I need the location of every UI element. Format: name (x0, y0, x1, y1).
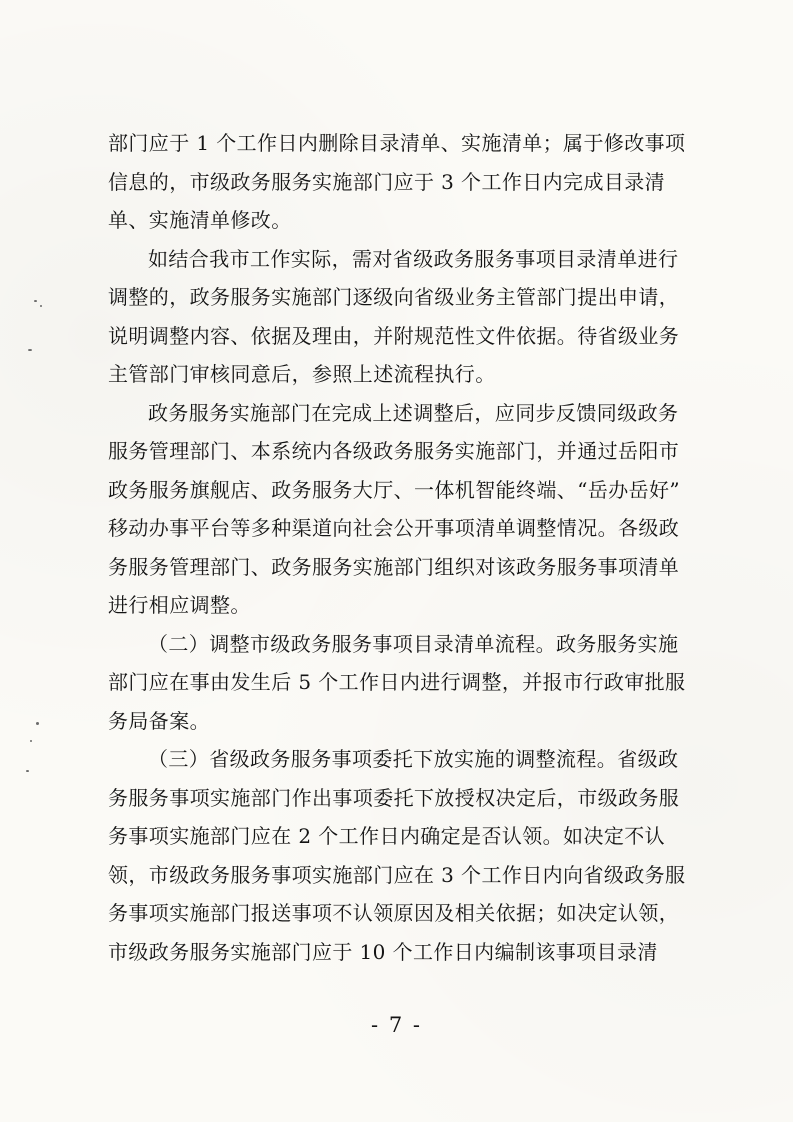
paragraph-start-line: 如结合我市工作实际，需对省级政务服务事项目录清单进行 (148, 246, 679, 271)
scan-speck (40, 305, 42, 307)
text-line: 务事项实施部门应在 2 个工作日内确定是否认领。如决定不认 (108, 824, 666, 848)
text-line: 进行相应调整。 (108, 593, 251, 617)
body-text (108, 124, 693, 971)
page-number: - 7 - (371, 1013, 422, 1037)
text-line: 说明调整内容、依据及理由，并附规范性文件依据。待省级业务 (108, 323, 680, 348)
text-line: 调整的，政务服务实施部门逐级向省级业务主管部门提出申请， (108, 285, 680, 309)
text-line: 单、实施清单修改。 (108, 208, 292, 232)
scan-speck (30, 740, 32, 742)
text-line: 部门应于 1 个工作日内删除目录清单、实施清单；属于修改事项 (108, 131, 686, 155)
text-line: 领，市级政务服务事项实施部门应在 3 个工作日内向省级政务服 (108, 862, 686, 887)
text-line: 市级政务服务实施部门应于 10 个工作日内编制该事项目录清 (108, 939, 658, 964)
scan-speck (28, 349, 32, 351)
text-line: 服务管理部门、本系统内各级政务服务实施部门，并通过岳阳市 (108, 439, 680, 463)
text-line: 政务服务旗舰店、政务服务大厅、一体机智能终端、“岳办岳好” (108, 477, 681, 502)
scan-speck (36, 722, 39, 725)
text-line: 务服务管理部门、政务服务实施部门组织对该政务服务事项清单 (108, 554, 680, 579)
scan-speck (34, 300, 37, 302)
text-line: 务局备案。 (108, 708, 210, 733)
paragraph-start-line: 政务服务实施部门在完成上述调整后，应同步反馈同级政务 (148, 400, 679, 425)
text-line: 部门应在事由发生后 5 个工作日内进行调整，并报市行政审批服 (108, 670, 686, 694)
text-line: 主管部门审核同意后，参照上述流程执行。 (108, 362, 496, 386)
text-line: 移动办事平台等多种渠道向社会公开事项清单调整情况。各级政 (108, 516, 680, 540)
text-line: 务事项实施部门报送事项不认领原因及相关依据；如决定认领， (108, 901, 680, 925)
section-heading-line: （二）调整市级政务服务事项目录清单流程。政务服务实施 (148, 631, 679, 656)
text-line: 信息的，市级政务服务实施部门应于 3 个工作日内完成目录清 (108, 169, 666, 194)
section-heading-line: （三）省级政务服务事项委托下放实施的调整流程。省级政 (148, 747, 679, 771)
text-line: 务服务事项实施部门作出事项委托下放授权决定后，市级政务服 (108, 785, 680, 810)
scan-speck (26, 770, 29, 772)
